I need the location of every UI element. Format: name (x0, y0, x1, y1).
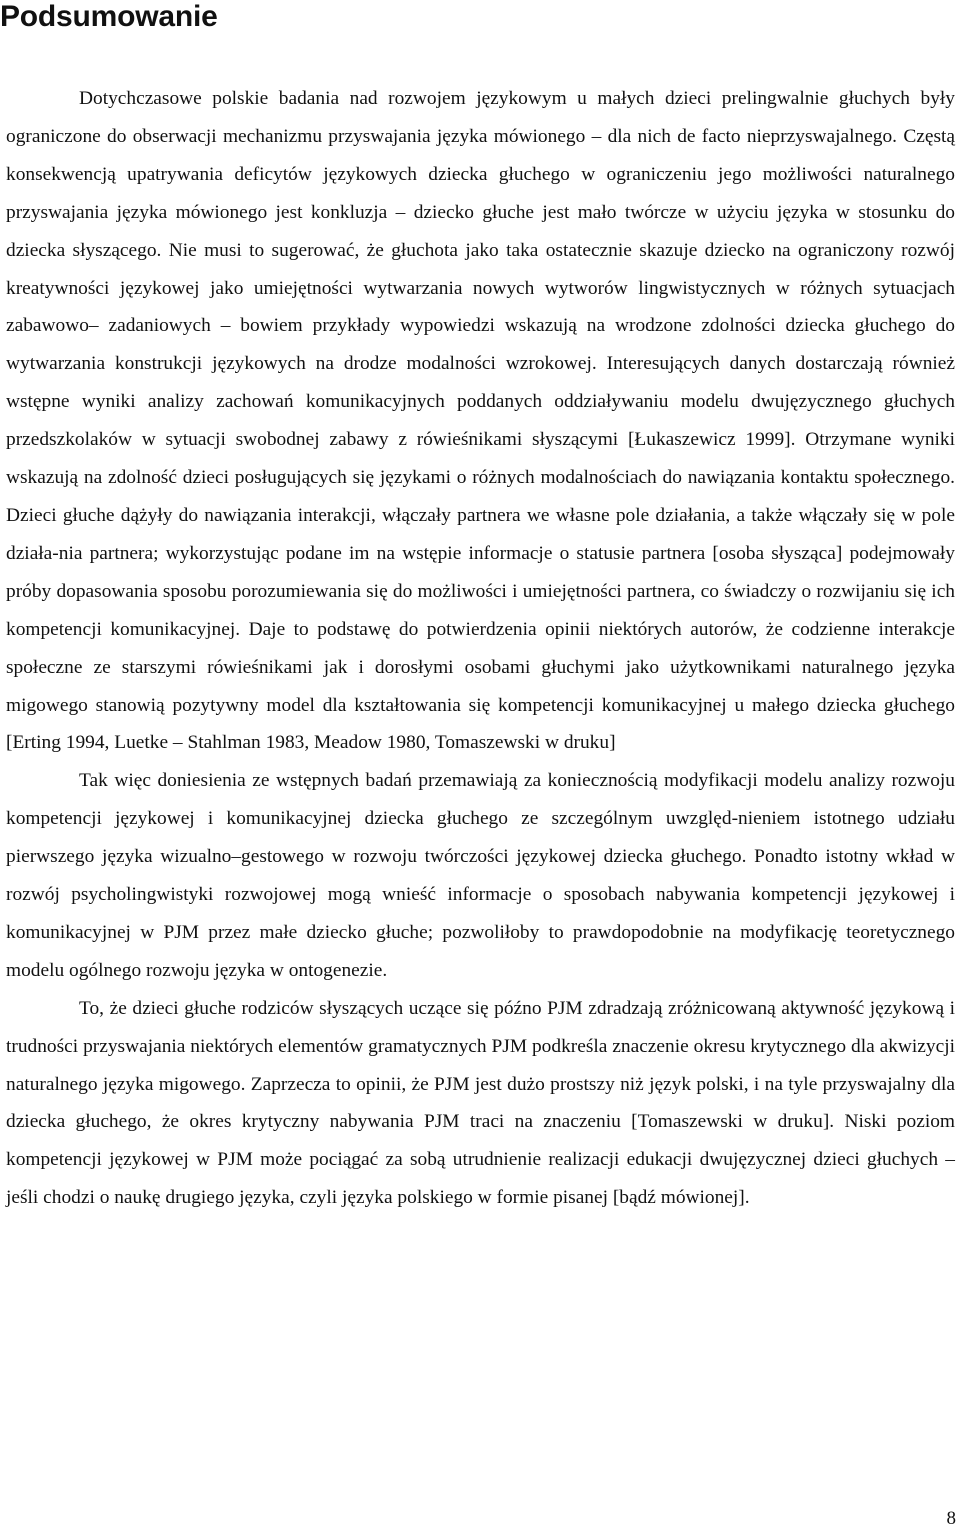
body-text (6, 80, 955, 1217)
paragraph-2: Tak więc doniesienia ze wstępnych badań przemawiają za koniecznością modyfikacji modelu analizy rozwoju kompetencji językowej i komunikacyjnej dziecka głuchego ze szczególnym uwzględ-nieniem istotnego udziału pierwszego języka wizualno–gestowego w rozwoju twórczości językowej dziecka głuchego. Ponadto istotny wkład w rozwój psycholingwistyki rozwojowej mogą wnieść informacje o sposobach nabywania kompetencji językowej i komunikacyjnej w PJM przez małe dziecko głuche; pozwoliłoby to prawdopodobnie na modyfikację teoretycznego modelu ogólnego rozwoju języka w ontogenezie. (6, 770, 955, 981)
paragraph-3: To, że dzieci głuche rodziców słyszących uczące się późno PJM zdradzają zróżnicowaną aktywność językową i trudności przyswajania niektórych elementów gramatycznych PJM podkreśla znaczenie okresu krytycznego dla akwizycji naturalnego języka migowego. Zaprzecza to opinii, że PJM jest dużo prostszy niż język polski, i na tyle przyswajalny dla dziecka głuchego, że okres krytyczny nabywania PJM traci na znaczeniu [Tomaszewski w druku]. Niski poziom kompetencji językowej w PJM może pociągać za sobą utrudnienie realizacji edukacji dwujęzycznej dzieci głuchych – jeśli chodzi o naukę drugiego języka, czyli języka polskiego w formie pisanej [bądź mówionej]. (6, 997, 955, 1209)
paragraph-1: Dotychczasowe polskie badania nad rozwojem językowym u małych dzieci prelingwalnie głuchych były ograniczone do obserwacji mechanizmu przyswajania języka mówionego – dla nich de facto nieprzyswajalnego. Częstą konsekwencją upatrywania deficytów językowych dziecka głuchego w ograniczeniu jego możliwości naturalnego przyswajania języka mówionego jest konkluzja – dziecko głuche jest mało twórcze w użyciu języka w stosunku do dziecka słyszącego. Nie musi to sugerować, że głuchota jako taka ostatecznie skazuje dziecko na ograniczony rozwój kreatywności językowej jako umiejętności wytwarzania nowych wytworów lingwistycznych w różnych sytuacjach zabawowo– zadaniowych – bowiem przykłady wypowiedzi wskazują na wrodzone zdolności dziecka głuchego do wytwarzania konstrukcji językowych na drodze modalności wzrokowej. Interesujących danych dostarczają również wstępne wyniki analizy zachowań komunikacyjnych poddanych oddziaływaniu modelu dwujęzycznego głuchych przedszkolaków w sytuacji swobodnej zabawy z rówieśnikami słyszącymi [Łukaszewicz 1999]. Otrzymane wyniki wskazują na zdolność dzieci posługujących się językami o różnych modalnościach do nawiązania kontaktu społecznego. Dzieci głuche dążyły do nawiązania interakcji, włączały partnera we własne pole działania, a także włączały się w pole działa-nia partnera; wykorzystując podane im na wstępie informacje o statusie partnera [osoba słysząca] podejmowały próby dopasowania sposobu porozumiewania się do możliwości i umiejętności partnera, co świadczy o rozwijaniu się ich kompetencji komunikacyjnej. Daje to podstawę do potwierdzenia opinii niektórych autorów, że codzienne interakcje społeczne ze starszymi rówieśnikami jak i dorosłymi osobami głuchymi jako użytkownikami naturalnego języka migowego stanowią pozytywny model dla kształtowania się kompetencji komunikacyjnej u małego dziecka głuchego [Erting 1994, Luetke – Stahlman 1983, Meadow 1980, Tomaszewski w druku] (6, 88, 955, 754)
page-number: 8 (946, 1508, 956, 1529)
section-heading: Podsumowanie (0, 0, 218, 33)
